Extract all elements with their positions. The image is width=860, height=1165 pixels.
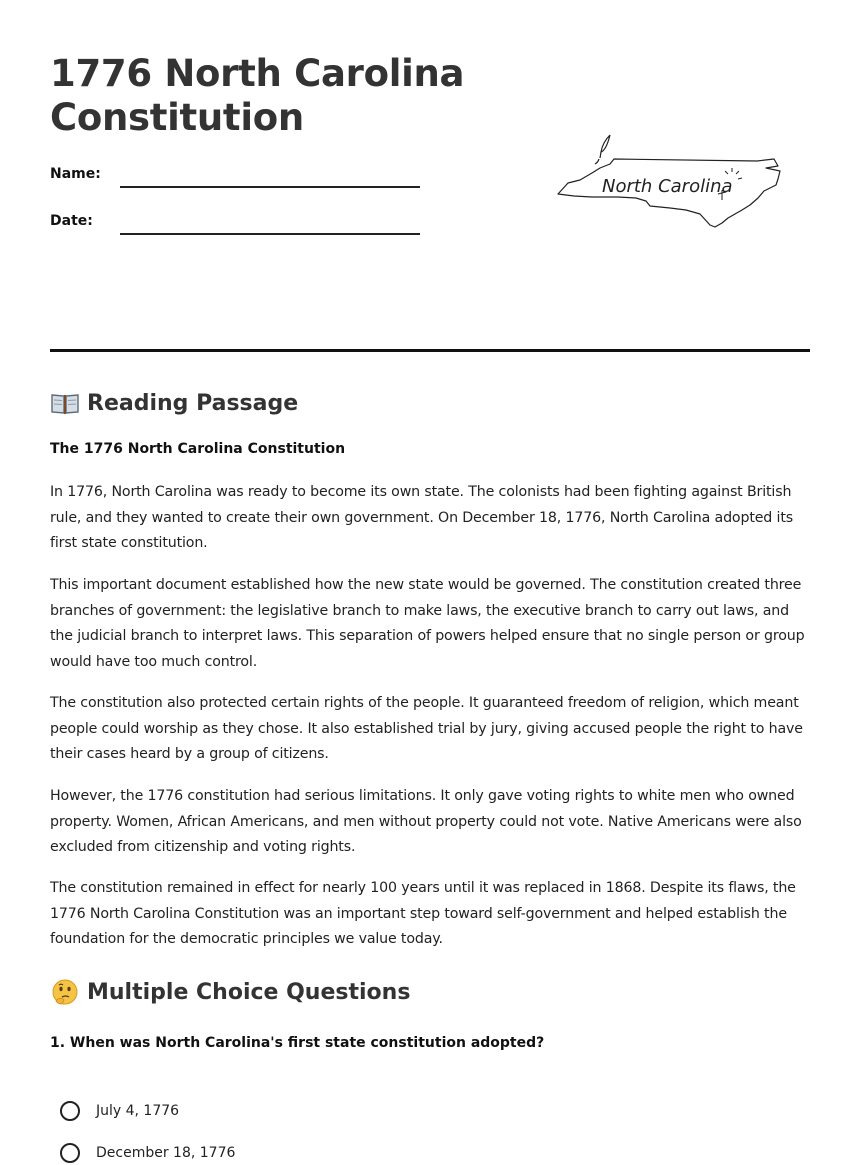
open-book-icon: [50, 390, 80, 416]
page-title: 1776 North Carolina Constitution: [50, 52, 465, 139]
passage-paragraph-5: The constitution remained in effect for nearly 100 years until it was replaced in 1868. Despite its flaws, the 1776 North Carolina Constitution was an important step toward self-government and helped establish the foundation for the democratic principles we value today.: [50, 880, 796, 948]
header-divider: [50, 349, 810, 352]
passage-title: The 1776 North Carolina Constitution: [50, 441, 346, 457]
radio-button[interactable]: [60, 1143, 80, 1163]
answer-option-label: July 4, 1776: [96, 1103, 180, 1119]
multiple-choice-heading: [50, 979, 410, 1005]
reading-passage-heading: [50, 390, 298, 416]
quill-pen: [595, 135, 610, 164]
reading-heading-text: Reading Passage: [87, 390, 299, 416]
name-line[interactable]: [120, 186, 420, 188]
thinking-face-icon: [50, 979, 80, 1005]
answer-option[interactable]: [60, 1141, 235, 1165]
name-field: [50, 166, 420, 190]
answer-option-label: December 18, 1776: [96, 1145, 236, 1161]
passage-paragraph-2: This important document established how the new state would be governed. The constitution created three branches of government: the legislative branch to make laws, the executive branch to carry out laws, and the judicial branch to interpret laws. This separation of powers helped ensure that no single person or group would have too much control.: [50, 577, 805, 671]
date-label: Date:: [50, 213, 93, 229]
north-carolina-map: [552, 128, 788, 234]
passage-paragraph-1: In 1776, North Carolina was ready to become its own state. The colonists had been fighting against British rule, and they wanted to create their own government. On December 18, 1776, North Carolina adopted its first state constitution.: [50, 484, 793, 552]
passage-paragraph-4: However, the 1776 constitution had serious limitations. It only gave voting rights to white men who owned property. Women, African Americans, and men without property could not vote. Native Americans were also excluded from citizenship and voting rights.: [50, 788, 802, 856]
date-line[interactable]: [120, 233, 420, 235]
radio-button[interactable]: [60, 1101, 80, 1121]
map-label: North Carolina: [602, 176, 733, 197]
answer-option[interactable]: [60, 1099, 179, 1123]
question-1: 1. When was North Carolina's first state constitution adopted?: [50, 1035, 545, 1051]
name-label: Name:: [50, 166, 101, 182]
passage-paragraph-3: The constitution also protected certain rights of the people. It guaranteed freedom of religion, which meant people could worship as they chose. It also established trial by jury, giving accused people the right to have their cases heard by a group of citizens.: [50, 695, 803, 763]
multiple-choice-heading-text: Multiple Choice Questions: [87, 979, 411, 1005]
date-field: [50, 213, 420, 237]
